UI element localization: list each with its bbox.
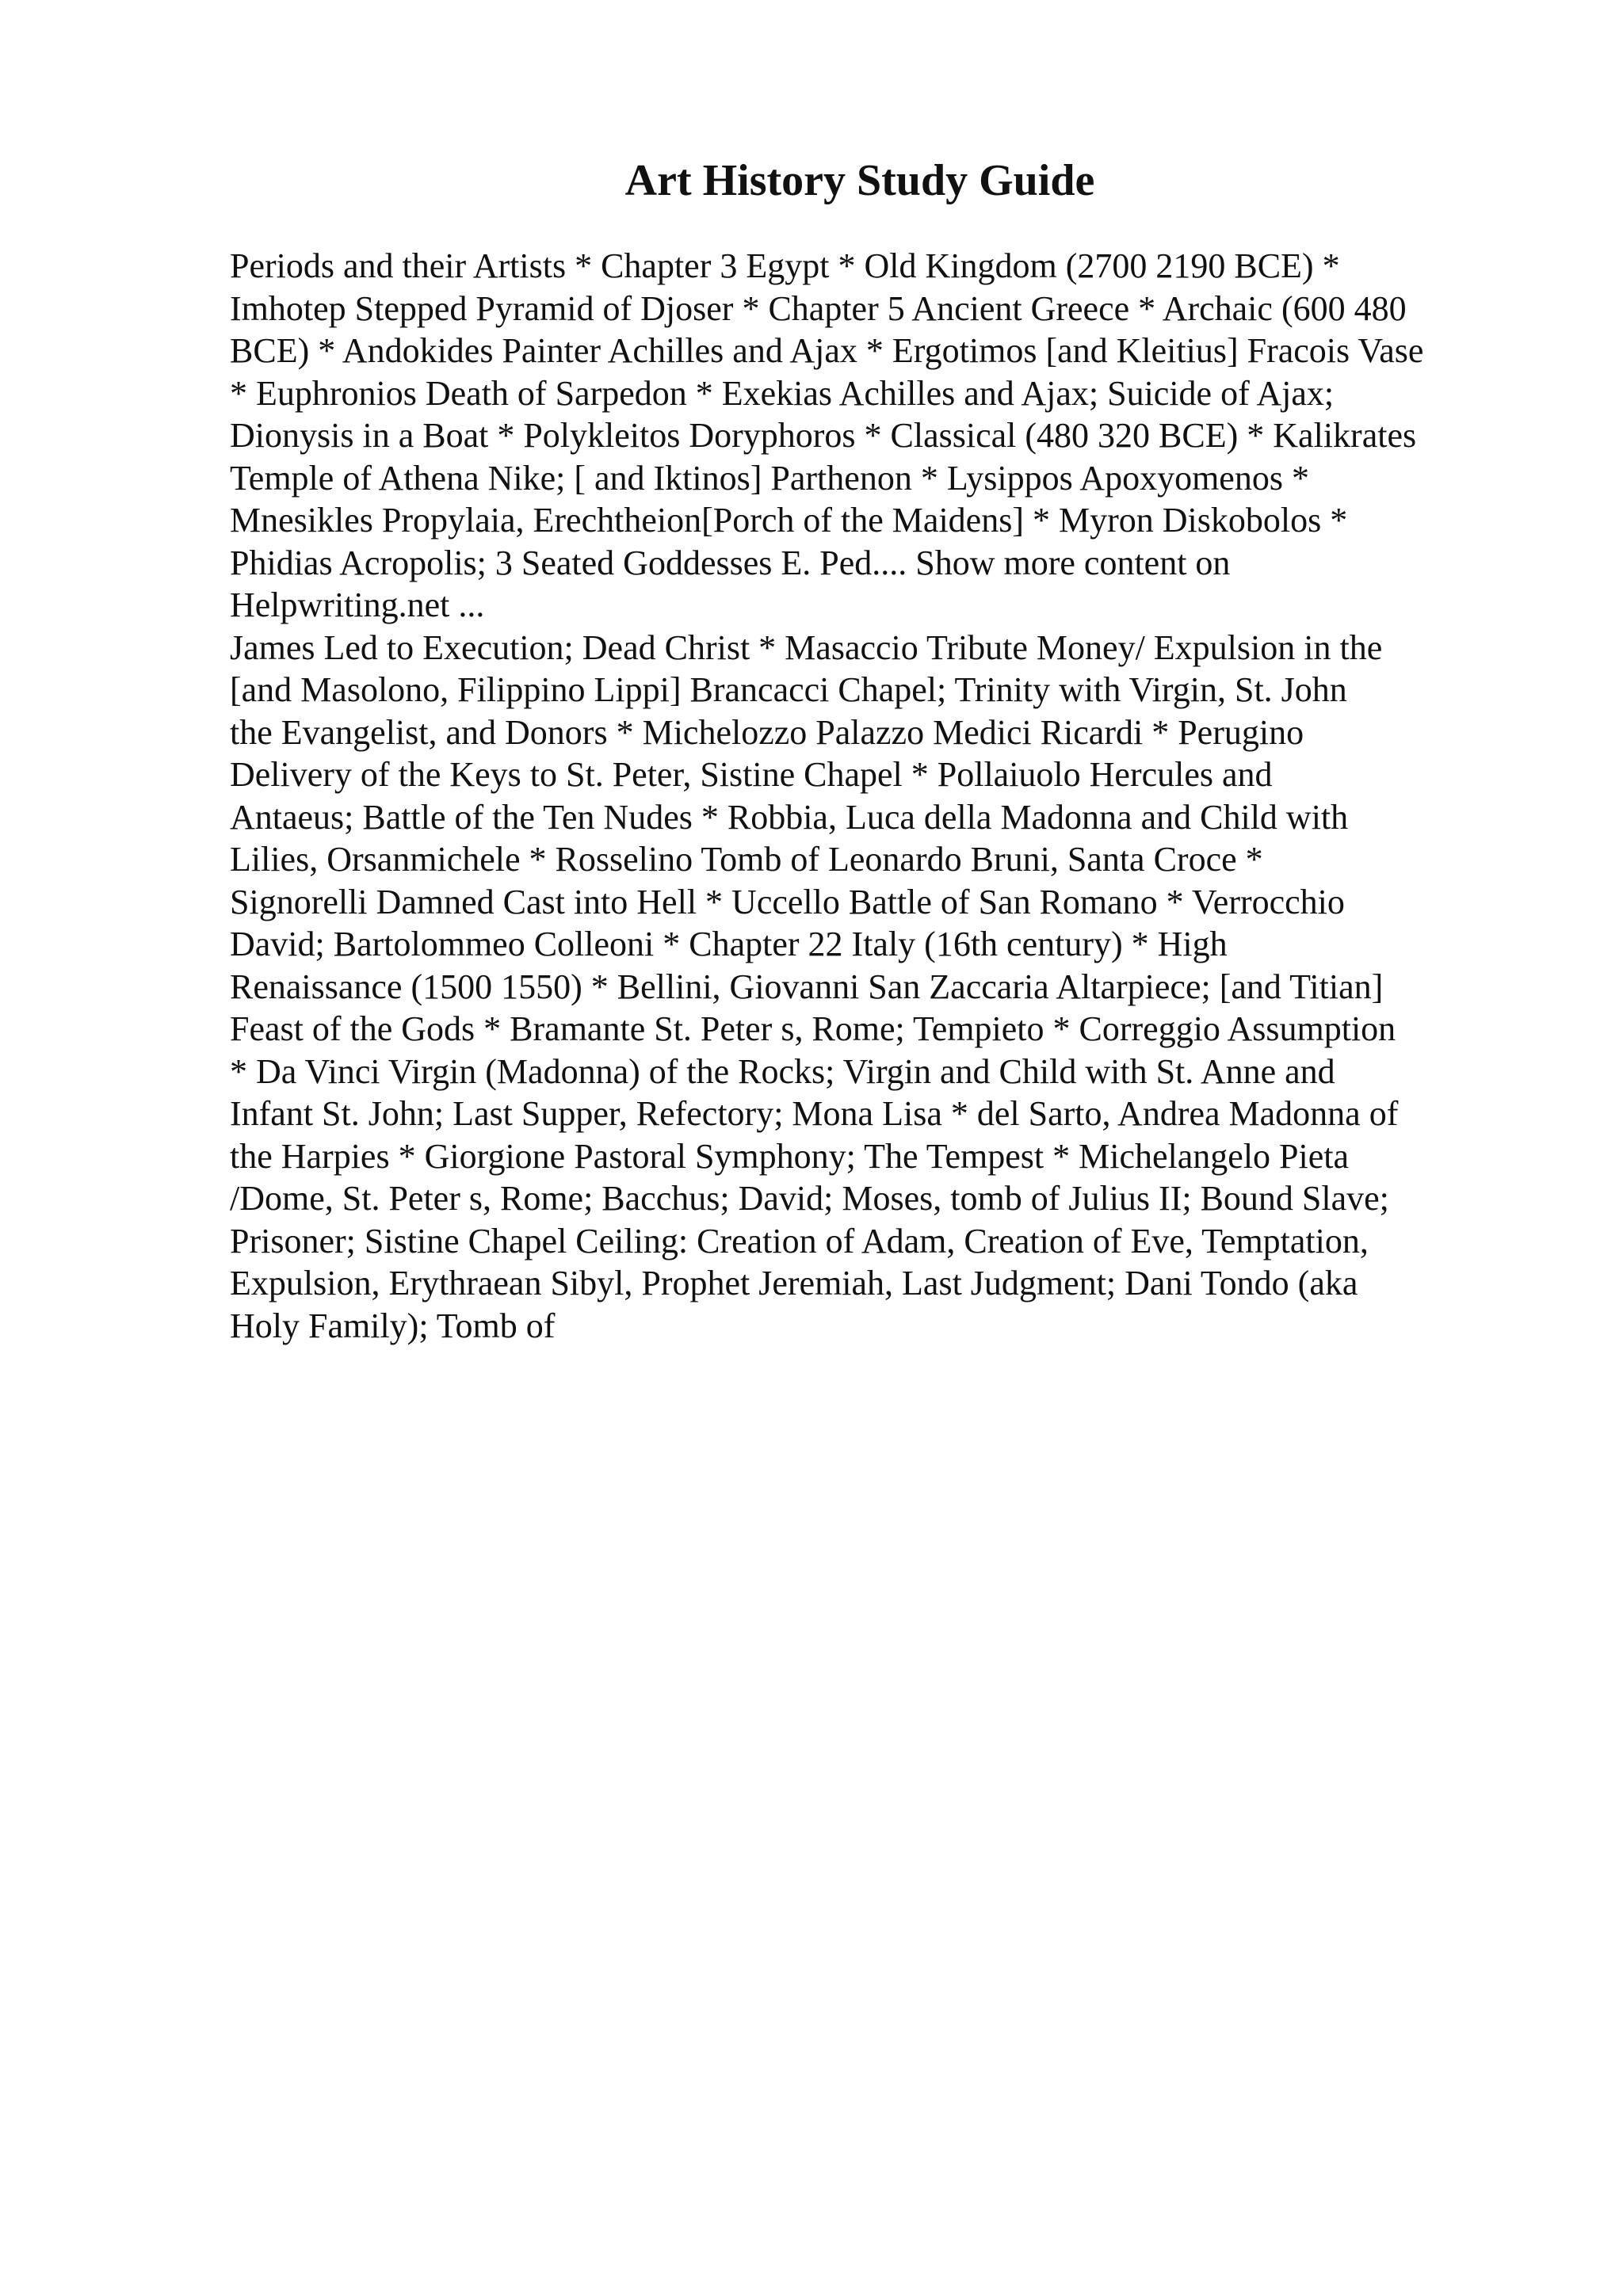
- text-line: /Dome, St. Peter s, Rome; Bacchus; David; Moses, tomb of Julius II; Bound Slave;: [230, 1179, 1389, 1218]
- text-line: [and Masolono, Filippino Lippi] Brancacci Chapel; Trinity with Virgin, St. John: [230, 670, 1347, 709]
- text-line: Phidias Acropolis; 3 Seated Goddesses E. Ped.... Show more content on: [230, 543, 1231, 582]
- text-line: Temple of Athena Nike; [ and Iktinos] Parthenon * Lysippos Apoxyomenos *: [230, 458, 1309, 498]
- text-line: David; Bartolommeo Colleoni * Chapter 22 Italy (16th century) * High: [230, 925, 1228, 963]
- text-line: Dionysis in a Boat * Polykleitos Doryphoros * Classical (480 320 BCE) * Kalikrates: [230, 416, 1417, 455]
- document-title: Art History Study Guide: [624, 156, 1095, 205]
- paragraph-renaissance: [230, 627, 1577, 1348]
- text-line: Signorelli Damned Cast into Hell * Uccello Battle of San Romano * Verrocchio: [230, 882, 1345, 921]
- paragraph-periods-artists: [230, 245, 1577, 627]
- text-line: * Euphronios Death of Sarpedon * Exekias Achilles and Ajax; Suicide of Ajax;: [230, 373, 1335, 413]
- text-line: Feast of the Gods * Bramante St. Peter s, Rome; Tempieto * Correggio Assumption: [230, 1009, 1396, 1048]
- text-line: Imhotep Stepped Pyramid of Djoser * Chapter 5 Ancient Greece * Archaic (600 480: [230, 288, 1407, 328]
- text-line: the Harpies * Giorgione Pastoral Symphony; The Tempest * Michelangelo Pieta: [230, 1136, 1350, 1176]
- text-line: Antaeus; Battle of the Ten Nudes * Robbia, Luca della Madonna and Child with: [230, 797, 1349, 837]
- text-line: BCE) * Andokides Painter Achilles and Ajax * Ergotimos [and Kleitius] Fracois Vase: [230, 331, 1424, 370]
- text-line: Infant St. John; Last Supper, Refectory; Mona Lisa * del Sarto, Andrea Madonna of: [230, 1094, 1399, 1133]
- text-line: Holy Family); Tomb of: [230, 1306, 556, 1345]
- text-line: Expulsion, Erythraean Sibyl, Prophet Jeremiah, Last Judgment; Dani Tondo (aka: [230, 1264, 1358, 1302]
- text-line: James Led to Execution; Dead Christ * Masaccio Tribute Money/ Expulsion in the: [230, 627, 1383, 667]
- text-line: Lilies, Orsanmichele * Rosselino Tomb of Leonardo Bruni, Santa Croce *: [230, 840, 1263, 879]
- text-line: Prisoner; Sistine Chapel Ceiling: Creation of Adam, Creation of Eve, Temptation,: [230, 1221, 1369, 1261]
- text-line: Helpwriting.net ...: [230, 585, 485, 624]
- document-body: [230, 245, 1577, 1347]
- text-line: Renaissance (1500 1550) * Bellini, Giovanni San Zaccaria Altarpiece; [and Titian]: [230, 967, 1384, 1006]
- text-line: * Da Vinci Virgin (Madonna) of the Rocks; Virgin and Child with St. Anne and: [230, 1051, 1335, 1091]
- text-line: Delivery of the Keys to St. Peter, Sistine Chapel * Pollaiuolo Hercules and: [230, 755, 1273, 794]
- text-line: Periods and their Artists * Chapter 3 Egypt * Old Kingdom (2700 2190 BCE) *: [230, 246, 1340, 285]
- text-line: the Evangelist, and Donors * Michelozzo Palazzo Medici Ricardi * Perugino: [230, 712, 1304, 752]
- text-line: Mnesikles Propylaia, Erechtheion[Porch of the Maidens] * Myron Diskobolos *: [230, 501, 1348, 540]
